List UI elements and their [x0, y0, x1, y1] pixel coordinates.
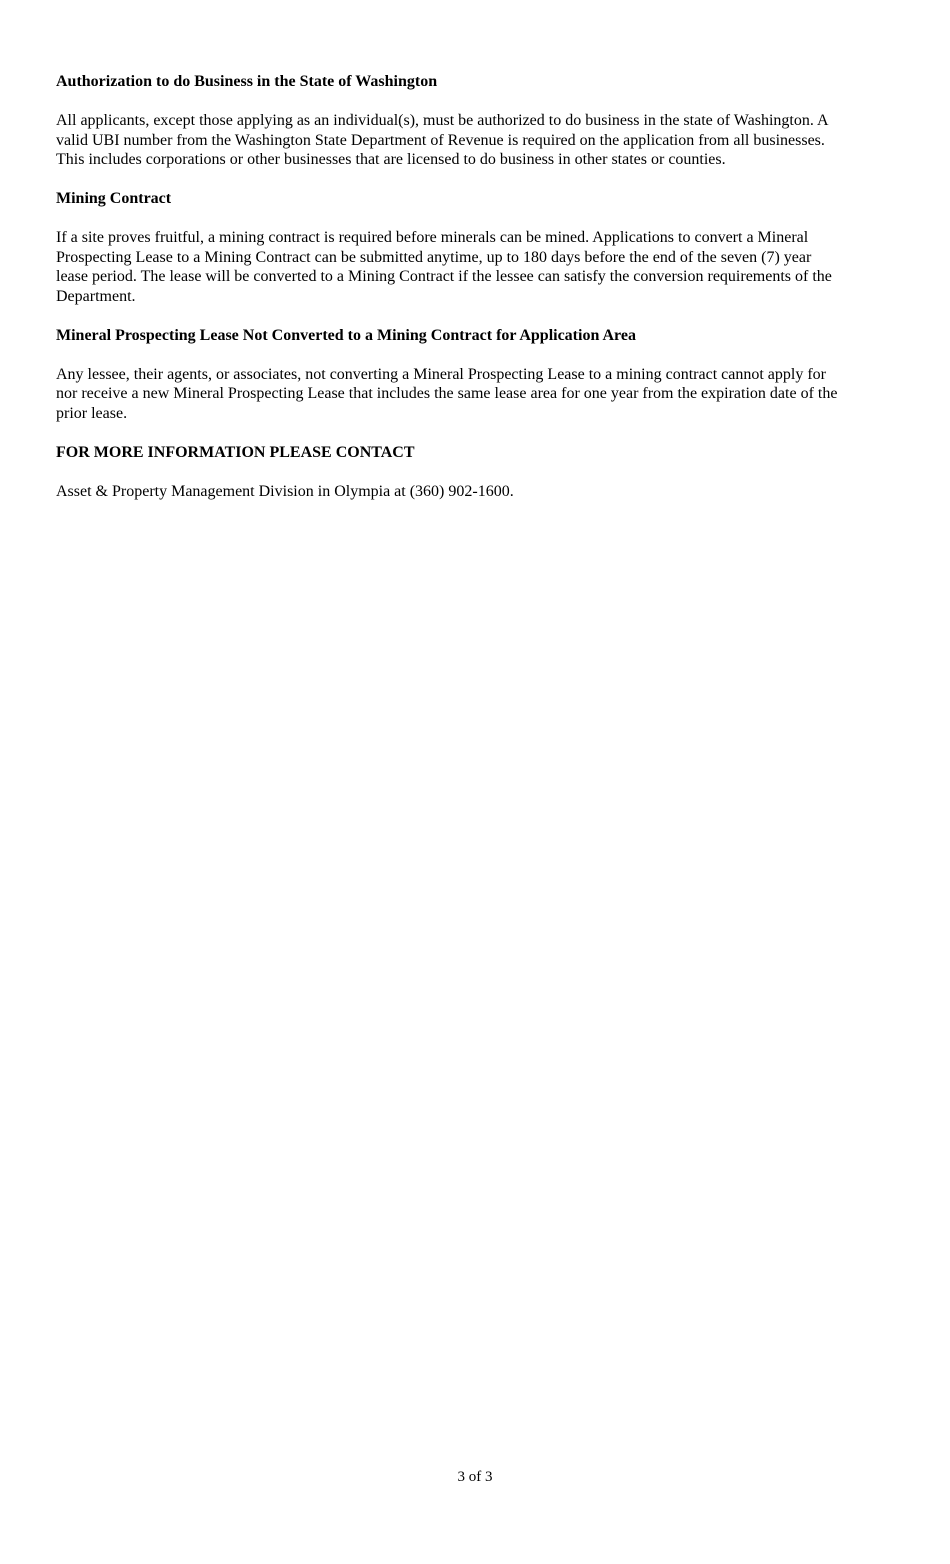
section-body: If a site proves fruitful, a mining contract is required before minerals can be mined. Applications to convert a Mineral Prospecting Lease to a Mining Contract can be submitted anytime, up to 180 days before the end of the seven (7) year lease period. The lease will be converted to a Mining Contract if the lessee can satisfy the conversion requirements of the Department.	[56, 229, 832, 305]
section-heading: Authorization to do Business in the State of Washington	[56, 73, 438, 90]
document-page-content	[56, 72, 896, 521]
section-heading: Mineral Prospecting Lease Not Converted to a Mining Contract for Application Area	[56, 326, 636, 344]
section-authorization	[56, 72, 896, 170]
section-mining-contract	[56, 189, 896, 306]
section-heading: Mining Contract	[56, 190, 172, 207]
section-body: Asset & Property Management Division in Olympia at (360) 902-1600.	[56, 482, 514, 500]
page-number: 3 of 3	[457, 1469, 493, 1485]
section-contact-information	[56, 443, 896, 502]
section-body: Any lessee, their agents, or associates, not converting a Mineral Prospecting Lease to a mining contract cannot apply for nor receive a new Mineral Prospecting Lease that includes the same lease area for one year from the expiration date of the prior lease.	[56, 365, 838, 422]
section-body: All applicants, except those applying as an individual(s), must be authorized to do business in the state of Washington. A valid UBI number from the Washington State Department of Revenue is required on the application from all businesses. This includes corporations or other businesses that are licensed to do business in other states or counties.	[56, 112, 829, 168]
section-heading: FOR MORE INFORMATION PLEASE CONTACT	[56, 443, 415, 461]
section-lease-not-converted	[56, 326, 896, 424]
